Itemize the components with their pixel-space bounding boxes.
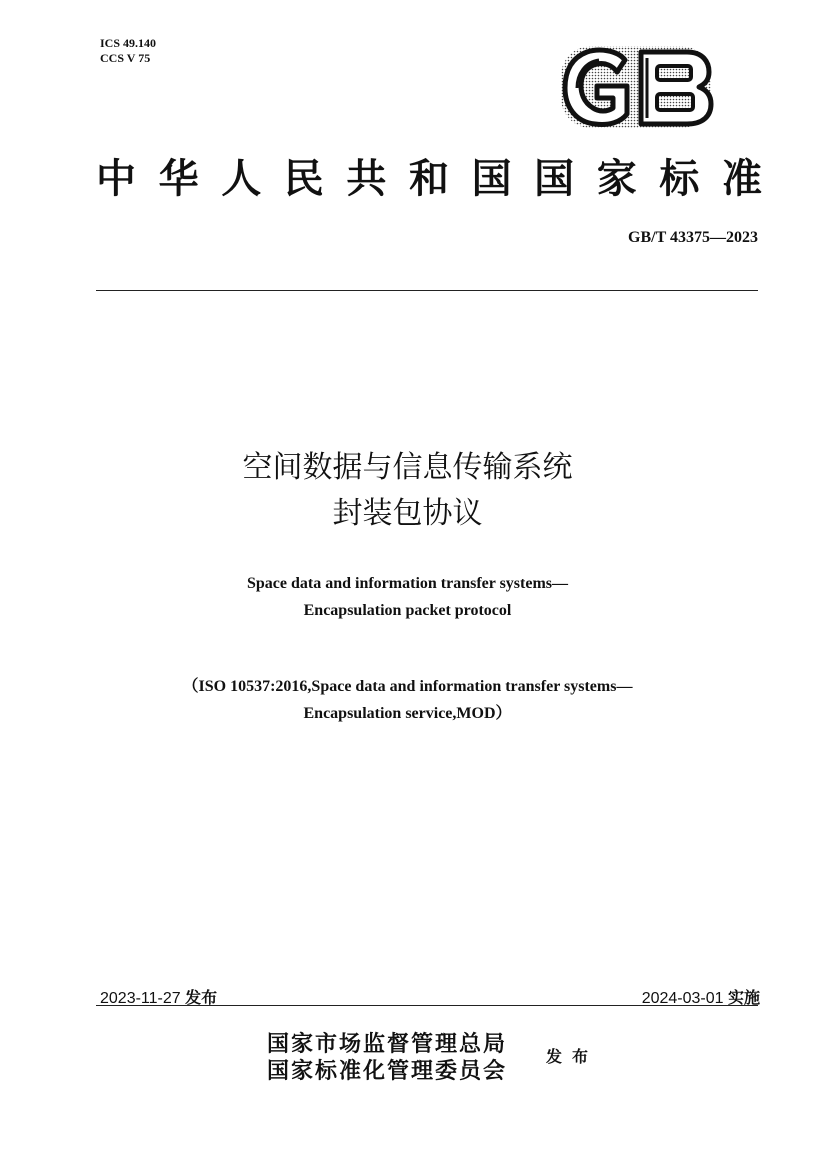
title-char: 中 bbox=[96, 155, 136, 202]
publish-date: 2023-11-27 bbox=[100, 990, 181, 1007]
iso-reference-line2: Encapsulation service,MOD） bbox=[303, 705, 512, 722]
gb-logo bbox=[555, 44, 717, 130]
document-title-en bbox=[0, 570, 815, 624]
standard-number: GB/T 43375—2023 bbox=[628, 229, 758, 246]
document-title-en-line2: Encapsulation packet protocol bbox=[303, 602, 512, 619]
bottom-divider bbox=[96, 1005, 758, 1006]
document-title-zh bbox=[0, 445, 815, 537]
issuer-line2: 国家标准化管理委员会 bbox=[267, 1058, 508, 1084]
iso-reference bbox=[0, 673, 815, 727]
classification-codes bbox=[100, 36, 156, 66]
title-char: 家 bbox=[596, 155, 637, 202]
top-divider bbox=[96, 290, 758, 291]
publish-label: 发布 bbox=[185, 988, 218, 1007]
title-char: 标 bbox=[659, 155, 700, 202]
title-char: 准 bbox=[721, 155, 762, 202]
standard-type-title bbox=[96, 153, 762, 205]
ccs-code: CCS V 75 bbox=[100, 51, 151, 65]
title-char: 人 bbox=[221, 155, 262, 202]
title-char: 国 bbox=[534, 155, 575, 202]
issue-word: 发布 bbox=[546, 1047, 599, 1066]
ics-code: ICS 49.140 bbox=[100, 36, 157, 50]
title-char: 国 bbox=[471, 155, 512, 202]
iso-reference-line1: （ISO 10537:2016,Space data and information transfer systems— bbox=[182, 678, 633, 695]
document-title-zh-line2: 封装包协议 bbox=[332, 496, 483, 531]
title-char: 和 bbox=[408, 155, 449, 202]
issuing-bodies bbox=[267, 1031, 507, 1085]
gb-logo-graphic bbox=[555, 44, 717, 130]
document-title-en-line1: Space data and information transfer systems— bbox=[246, 575, 569, 592]
title-char: 共 bbox=[346, 155, 387, 202]
issuer-line1: 国家市场监督管理总局 bbox=[267, 1031, 508, 1057]
title-char: 华 bbox=[158, 155, 199, 202]
document-title-zh-line1: 空间数据与信息传输系统 bbox=[242, 450, 573, 485]
implement-label: 实施 bbox=[727, 988, 760, 1007]
title-char: 民 bbox=[283, 155, 324, 202]
implement-date: 2024-03-01 bbox=[641, 990, 724, 1007]
